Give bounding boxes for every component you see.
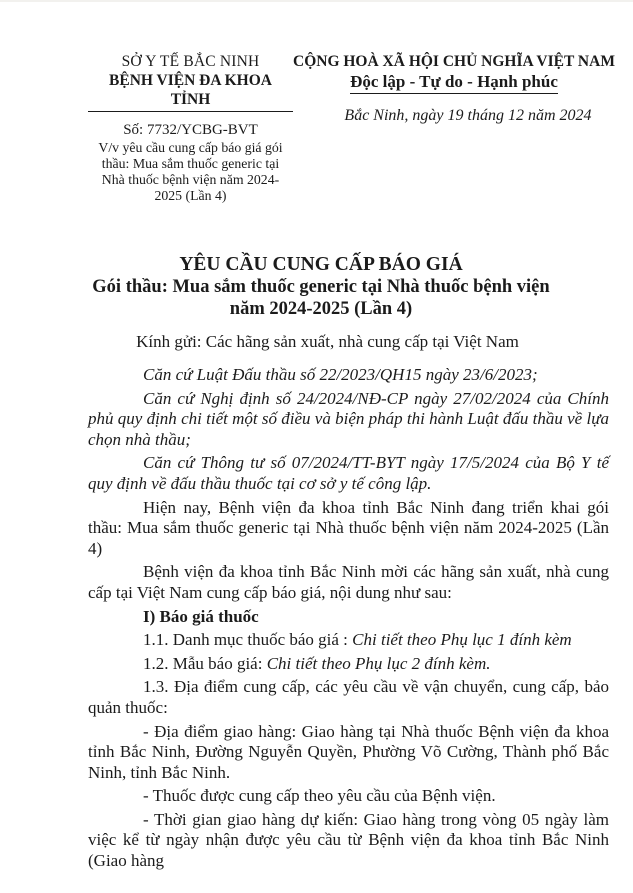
item-1-2-label: 1.2. Mẫu báo giá: bbox=[143, 653, 267, 673]
document-title: YÊU CẦU CUNG CẤP BÁO GIÁ bbox=[179, 254, 463, 275]
national-motto: Độc lập - Tự do - Hạnh phúc bbox=[350, 72, 558, 94]
hospital-name: BỆNH VIỆN ĐA KHOA TỈNH bbox=[88, 71, 293, 112]
national-header-block bbox=[293, 52, 615, 125]
intro-paragraph-2: Bệnh viện đa khoa tỉnh Bắc Ninh mời các hãng sản xuất, nhà cung cấp tại Việt Nam cung cấp báo giá, nội dung như sau: bbox=[88, 562, 609, 602]
item-1-1-detail: Chi tiết theo Phụ lục 1 đính kèm bbox=[352, 630, 572, 650]
document-title-block bbox=[88, 253, 554, 320]
document-content bbox=[0, 2, 633, 872]
document-subtitle-line1: Gói thầu: Mua sắm thuốc generic tại Nhà thuốc bệnh viện bbox=[92, 277, 550, 297]
document-body bbox=[88, 365, 609, 872]
item-1-1 bbox=[88, 630, 609, 651]
item-1-1-label: 1.1. Danh mục thuốc báo giá : bbox=[143, 630, 353, 650]
bullet-supply-requirement: - Thuốc được cung cấp theo yêu cầu của Bệnh viện. bbox=[143, 786, 496, 806]
place-and-date: Bắc Ninh, ngày 19 tháng 12 năm 2024 bbox=[344, 107, 592, 124]
salutation-line: Kính gửi: Các hãng sản xuất, nhà cung cấp tại Việt Nam bbox=[136, 332, 519, 351]
issuing-agency-block bbox=[88, 52, 293, 204]
document-number: Số: 7732/YCBG-BVT bbox=[123, 122, 258, 138]
document-subtitle-line2: năm 2024-2025 (Lần 4) bbox=[229, 298, 413, 319]
section-1-heading: I) Báo giá thuốc bbox=[143, 606, 259, 626]
bullet-delivery-time: - Thời gian giao hàng dự kiến: Giao hàng trong vòng 05 ngày làm việc kể từ ngày nhận được yêu cầu từ Bệnh viện đa khoa tỉnh Bắc Ninh (Giao hàng bbox=[88, 809, 609, 871]
parent-agency-name: SỞ Y TẾ BẮC NINH bbox=[121, 53, 260, 70]
legal-basis-paragraph-3: Căn cứ Thông tư số 07/2024/TT-BYT ngày 17/5/2024 của Bộ Y tế quy định về đấu thầu thuốc tại cơ sở y tế công lập. bbox=[88, 453, 609, 493]
document-subject-abstract: V/v yêu cầu cung cấp báo giá gói thầu: Mua sắm thuốc generic tại Nhà thuốc bệnh viện năm 2024-2025 (Lần 4) bbox=[98, 140, 283, 203]
item-1-3: 1.3. Địa điểm cung cấp, các yêu cầu về vận chuyển, cung cấp, bảo quản thuốc: bbox=[88, 677, 609, 717]
legal-basis-paragraph-2: Căn cứ Nghị định số 24/2024/NĐ-CP ngày 27/02/2024 của Chính phủ quy định chi tiết một số điều và biện pháp thi hành Luật đấu thầu về lựa chọn nhà thầu; bbox=[88, 388, 609, 449]
bullet-delivery-location: - Địa điểm giao hàng: Giao hàng tại Nhà thuốc Bệnh viện đa khoa tỉnh Bắc Ninh, Đường Nguyễn Quyền, Phường Võ Cường, Thành phố Bắc Ninh, tỉnh Bắc Ninh. bbox=[88, 721, 609, 782]
national-title: CỘNG HOÀ XÃ HỘI CHỦ NGHĨA VIỆT NAM bbox=[293, 53, 615, 70]
legal-basis-paragraph-1: Căn cứ Luật Đấu thầu số 22/2023/QH15 ngày 23/6/2023; bbox=[143, 365, 538, 384]
item-1-2 bbox=[88, 654, 609, 675]
intro-paragraph-1: Hiện nay, Bệnh viện đa khoa tỉnh Bắc Ninh đang triển khai gói thầu: Mua sắm thuốc generic tại Nhà thuốc bệnh viện năm 2024-2025 (Lần 4) bbox=[88, 497, 609, 558]
item-1-2-detail: Chi tiết theo Phụ lục 2 đính kèm. bbox=[266, 653, 491, 673]
document-header bbox=[88, 52, 615, 204]
